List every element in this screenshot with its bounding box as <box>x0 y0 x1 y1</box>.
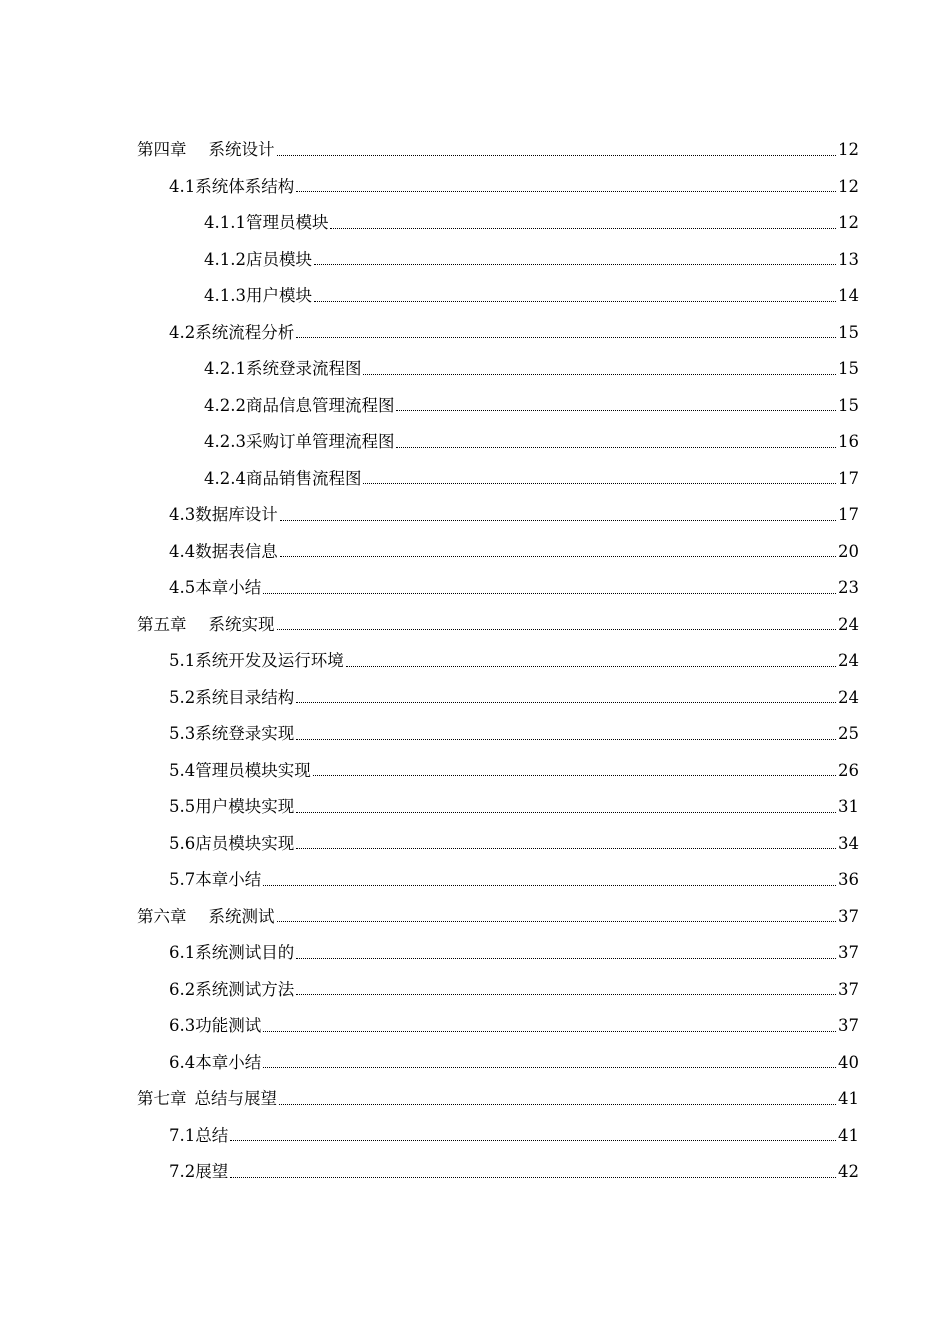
toc-dot-leader <box>296 812 836 813</box>
toc-dot-leader <box>363 374 836 375</box>
toc-entry-text: 系统设计 <box>208 140 275 160</box>
toc-entry-title <box>169 177 296 197</box>
toc-entry-number: 4.3 <box>169 505 196 525</box>
toc-dot-leader <box>277 155 837 156</box>
toc-entry-text: 系统目录结构 <box>195 687 295 707</box>
toc-dot-leader <box>280 520 836 521</box>
toc-entry-text: 系统登录流程图 <box>245 359 362 379</box>
toc-entry-page: 20 <box>838 541 859 561</box>
toc-entry[interactable] <box>169 315 858 352</box>
toc-entry-text: 系统实现 <box>208 614 275 634</box>
toc-entry-title <box>137 1089 279 1109</box>
toc-entry[interactable] <box>169 169 858 206</box>
toc-entry-text: 本章小结 <box>195 578 262 598</box>
toc-entry-number: 7.2 <box>169 1162 196 1182</box>
toc-entry-title <box>137 615 277 635</box>
toc-entry-text: 数据库设计 <box>195 505 278 525</box>
toc-entry-number: 5.1 <box>169 651 196 671</box>
toc-entry-number: 5.6 <box>169 833 196 853</box>
toc-entry-page: 41 <box>838 1089 859 1109</box>
toc-entry-page: 25 <box>838 724 859 744</box>
toc-entry[interactable] <box>137 899 858 936</box>
toc-entry-page: 41 <box>838 1125 859 1145</box>
toc-entry-page: 26 <box>838 760 859 780</box>
toc-entry-number: 第四章 <box>137 140 187 160</box>
toc-entry-title <box>204 213 330 233</box>
toc-entry-text: 系统测试目的 <box>195 943 295 963</box>
toc-entry-number: 5.4 <box>169 760 196 780</box>
toc-entry-text: 店员模块实现 <box>195 833 295 853</box>
toc-dot-leader <box>277 921 837 922</box>
toc-entry[interactable] <box>204 242 858 279</box>
toc-entry-title <box>204 250 314 270</box>
toc-dot-leader <box>314 264 836 265</box>
toc-dot-leader <box>230 1177 836 1178</box>
toc-entry[interactable] <box>169 753 858 790</box>
toc-entry-title <box>137 907 277 927</box>
toc-entry-title <box>169 1126 230 1146</box>
toc-entry-number: 5.2 <box>169 687 196 707</box>
toc-entry[interactable] <box>204 351 858 388</box>
toc-dot-leader <box>396 410 836 411</box>
toc-entry-text: 店员模块 <box>245 249 312 269</box>
toc-entry-number: 4.2.2 <box>204 395 246 415</box>
toc-entry-title <box>169 870 263 890</box>
toc-entry-page: 12 <box>838 176 859 196</box>
toc-entry-page: 14 <box>838 286 859 306</box>
toc-dot-leader <box>296 337 836 338</box>
toc-dot-leader <box>313 775 836 776</box>
toc-entry-number: 4.2.1 <box>204 359 246 379</box>
toc-entry-number: 4.2.3 <box>204 432 246 452</box>
toc-entry-number: 6.1 <box>169 943 196 963</box>
toc-entry-page: 15 <box>838 395 859 415</box>
toc-dot-leader <box>296 191 836 192</box>
toc-entry-page: 12 <box>838 140 859 160</box>
toc-entry-text: 用户模块实现 <box>195 797 295 817</box>
toc-entry-text: 系统流程分析 <box>195 322 295 342</box>
toc-entry-page: 37 <box>838 979 859 999</box>
toc-entry-text: 商品销售流程图 <box>245 468 362 488</box>
toc-dot-leader <box>363 483 836 484</box>
toc-entry-number: 4.1.3 <box>204 286 246 306</box>
toc-entry-title <box>169 542 280 562</box>
toc-entry-number: 5.3 <box>169 724 196 744</box>
toc-entry[interactable] <box>169 789 858 826</box>
toc-entry[interactable] <box>169 534 858 571</box>
toc-entry-title <box>204 396 396 416</box>
toc-entry-number: 4.4 <box>169 541 196 561</box>
toc-dot-leader <box>263 1031 836 1032</box>
toc-dot-leader <box>296 958 836 959</box>
toc-entry-text: 商品信息管理流程图 <box>245 395 395 415</box>
toc-entry[interactable] <box>169 935 858 972</box>
toc-entry-page: 40 <box>838 1052 859 1072</box>
toc-entry-title <box>204 286 314 306</box>
toc-entry-page: 13 <box>838 249 859 269</box>
toc-entry-title <box>169 578 263 598</box>
toc-entry-page: 37 <box>838 906 859 926</box>
toc-entry-title <box>169 980 296 1000</box>
toc-entry-title <box>137 140 277 160</box>
toc-dot-leader <box>296 739 836 740</box>
toc-entry-number: 4.2.4 <box>204 468 246 488</box>
toc-dot-leader <box>280 556 836 557</box>
table-of-contents <box>0 132 950 1191</box>
toc-entry[interactable] <box>169 1045 858 1082</box>
toc-entry-number: 6.4 <box>169 1052 196 1072</box>
toc-entry-page: 31 <box>838 797 859 817</box>
toc-entry-page: 42 <box>838 1162 859 1182</box>
toc-entry-title <box>169 797 296 817</box>
toc-entry-text: 管理员模块 <box>245 213 329 233</box>
toc-entry[interactable] <box>169 1008 858 1045</box>
toc-entry[interactable] <box>169 972 858 1009</box>
toc-entry-page: 36 <box>838 870 859 890</box>
toc-entry-page: 34 <box>838 833 859 853</box>
toc-entry-page: 24 <box>838 651 859 671</box>
toc-entry-title <box>169 688 296 708</box>
toc-entry-page: 24 <box>838 614 859 634</box>
toc-entry-number: 第七章 <box>137 1089 187 1109</box>
toc-entry-text: 系统测试方法 <box>195 979 295 999</box>
toc-entry[interactable] <box>204 424 858 461</box>
toc-entry-text: 系统开发及运行环境 <box>195 651 344 671</box>
toc-entry-number: 4.5 <box>169 578 196 598</box>
toc-entry-page: 37 <box>838 943 859 963</box>
toc-entry-title <box>169 323 296 343</box>
toc-entry[interactable] <box>169 862 858 899</box>
toc-entry-number: 5.7 <box>169 870 196 890</box>
toc-entry[interactable] <box>204 388 858 425</box>
toc-entry-number: 4.1.1 <box>204 213 246 233</box>
toc-entry-page: 16 <box>838 432 859 452</box>
toc-entry-number: 5.5 <box>169 797 196 817</box>
toc-entry-text: 展望 <box>195 1162 229 1182</box>
toc-entry-number: 6.3 <box>169 1016 196 1036</box>
toc-entry-title <box>169 1016 263 1036</box>
toc-entry-page: 15 <box>838 359 859 379</box>
toc-entry-text: 系统测试 <box>208 906 275 926</box>
toc-entry-title <box>204 359 363 379</box>
toc-entry[interactable] <box>169 643 858 680</box>
toc-dot-leader <box>279 1104 836 1105</box>
toc-entry-title <box>204 469 363 489</box>
toc-entry-text: 功能测试 <box>195 1016 262 1036</box>
toc-entry-text: 总结与展望 <box>194 1089 277 1109</box>
toc-entry-text: 系统体系结构 <box>195 176 295 196</box>
toc-entry-title <box>169 724 296 744</box>
toc-dot-leader <box>263 885 836 886</box>
toc-entry-page: 37 <box>838 1016 859 1036</box>
toc-entry-text: 用户模块 <box>245 286 312 306</box>
toc-entry[interactable] <box>204 205 858 242</box>
toc-entry-number: 6.2 <box>169 979 196 999</box>
toc-entry-text: 采购订单管理流程图 <box>245 432 395 452</box>
toc-entry-number: 7.1 <box>169 1125 196 1145</box>
toc-entry-page: 17 <box>838 505 859 525</box>
toc-entry-number: 第六章 <box>137 906 187 926</box>
toc-entry[interactable] <box>169 1154 858 1191</box>
toc-entry-number: 第五章 <box>137 614 187 634</box>
toc-entry-title <box>169 834 296 854</box>
toc-entry-page: 15 <box>838 322 859 342</box>
toc-entry-text: 本章小结 <box>195 1052 262 1072</box>
toc-dot-leader <box>263 593 836 594</box>
toc-entry-text: 总结 <box>195 1125 229 1145</box>
toc-entry[interactable] <box>204 461 858 498</box>
toc-entry-page: 23 <box>838 578 859 598</box>
toc-entry[interactable] <box>169 1118 858 1155</box>
toc-dot-leader <box>396 447 836 448</box>
toc-entry[interactable] <box>169 570 858 607</box>
toc-entry-text: 数据表信息 <box>195 541 278 561</box>
toc-entry[interactable] <box>137 1081 858 1118</box>
toc-entry-number: 4.1 <box>169 176 196 196</box>
toc-entry-text: 系统登录实现 <box>195 724 295 744</box>
toc-entry[interactable] <box>169 680 858 717</box>
toc-entry[interactable] <box>137 132 858 169</box>
toc-entry-number: 4.2 <box>169 322 196 342</box>
toc-entry-page: 12 <box>838 213 859 233</box>
toc-dot-leader <box>330 228 836 229</box>
toc-dot-leader <box>263 1067 836 1068</box>
toc-entry[interactable] <box>169 826 858 863</box>
toc-entry-title <box>169 943 296 963</box>
toc-entry-text: 本章小结 <box>195 870 262 890</box>
toc-entry[interactable] <box>137 607 858 644</box>
toc-entry[interactable] <box>169 716 858 753</box>
toc-entry-text: 管理员模块实现 <box>195 760 311 780</box>
toc-dot-leader <box>296 702 836 703</box>
toc-entry-number: 4.1.2 <box>204 249 246 269</box>
toc-dot-leader <box>296 848 836 849</box>
toc-entry-title <box>169 1053 263 1073</box>
toc-entry-title <box>169 1162 230 1182</box>
toc-entry[interactable] <box>204 278 858 315</box>
toc-dot-leader <box>296 994 836 995</box>
toc-entry[interactable] <box>169 497 858 534</box>
toc-entry-title <box>169 761 313 781</box>
toc-entry-title <box>169 505 280 525</box>
toc-entry-page: 24 <box>838 687 859 707</box>
toc-dot-leader <box>314 301 836 302</box>
toc-dot-leader <box>346 666 836 667</box>
toc-dot-leader <box>230 1140 836 1141</box>
toc-entry-title <box>169 651 346 671</box>
toc-entry-title <box>204 432 396 452</box>
toc-dot-leader <box>277 629 837 630</box>
toc-entry-page: 17 <box>838 468 859 488</box>
